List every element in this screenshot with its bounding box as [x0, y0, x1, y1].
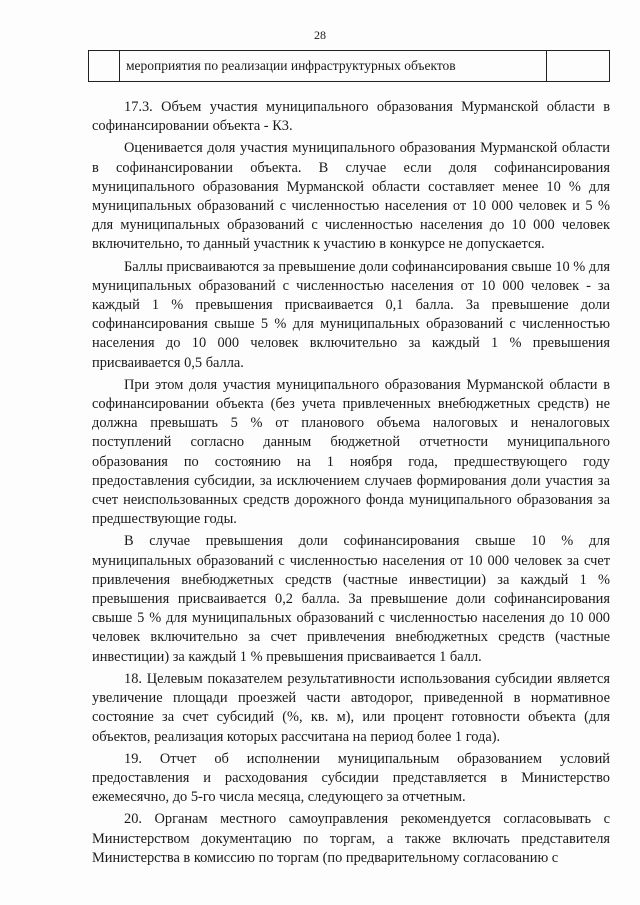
paragraph-extrabudgetary: В случае превышения доли софинансирования свыше 10 % для муниципальных образований с численностью населения от 10 000 человек за счет привлечения внебюджетных средств (частные инвестиции) за каждый 1 % превышения присваивается 0,2 балла. За превышение доли софинансирования свыше 5 % для муниципальных образований с численностью населения до 10 000 человек включительно за счет привлечения внебюджетных средств (частные инвестиции) за каждый 1 % превышения присваивается 1 балл.	[92, 533, 610, 665]
paragraph-18: 18. Целевым показателем результативности использования субсидии является увеличение площади проезжей части автодорог, приведенной в нормативное состояние за счет субсидий (%, кв. м), или процент готовности объекта (для объектов, реализация которых рассчитана на период более 1 года).	[92, 670, 610, 745]
document-body	[92, 98, 610, 871]
page-number: 28	[314, 28, 326, 42]
table-row	[89, 51, 610, 82]
paragraph-points-awarded: Баллы присваиваются за превышение доли софинансирования свыше 10 % для муниципальных образований с численностью населения от 10 000 человек - за каждый 1 % превышения присваивается 0,1 балла. За превышение доли софинансирования свыше 5 % для муниципальных образований с численностью населения до 10 000 человек включительно за каждый 1 % превышения присваивается 0,5 балла.	[92, 258, 610, 371]
table-cell-value	[547, 51, 610, 82]
paragraph-17-3: 17.3. Объем участия муниципального образования Мурманской области в софинансировании объекта - К3.	[92, 99, 610, 135]
paragraph-share-assessment: Оценивается доля участия муниципального образования Мурманской области в софинансировании объекта. В случае если доля софинансирования муниципального образования Мурманской области составляет менее 10 % для муниципальных образований с численностью населения от 10 000 человек и 5 % для муниципальных образований с численностью населения до 10 000 человек включительно, то данный участник к участию в конкурсе не допускается.	[92, 140, 610, 253]
paragraph-19: 19. Отчет об исполнении муниципальным образованием условий предоставления и расходования субсидии представляется в Министерство ежемесячно, до 5-го числа месяца, следующего за отчетным.	[92, 750, 610, 806]
table-cell-number	[89, 51, 120, 82]
table-cell-text: мероприятия по реализации инфраструктурных объектов	[120, 51, 547, 82]
continuation-table	[88, 50, 610, 82]
paragraph-share-limit: При этом доля участия муниципального образования Мурманской области в софинансировании объекта (без учета привлеченных внебюджетных средств) не должна превышать 5 % от планового объема налоговых и неналоговых поступлений согласно данным бюджетной отчетности муниципального образования по состоянию на 1 ноября года, предшествующего году предоставления субсидии, за исключением случаев формирования доли участия за счет неиспользованных средств дорожного фонда муниципального образования за предшествующие годы.	[92, 376, 610, 528]
paragraph-20: 20. Органам местного самоуправления рекомендуется согласовывать с Министерством документацию по торгам, а также включать представителя Министерства в комиссию по торгам (по предварительному согласованию с	[92, 811, 610, 866]
